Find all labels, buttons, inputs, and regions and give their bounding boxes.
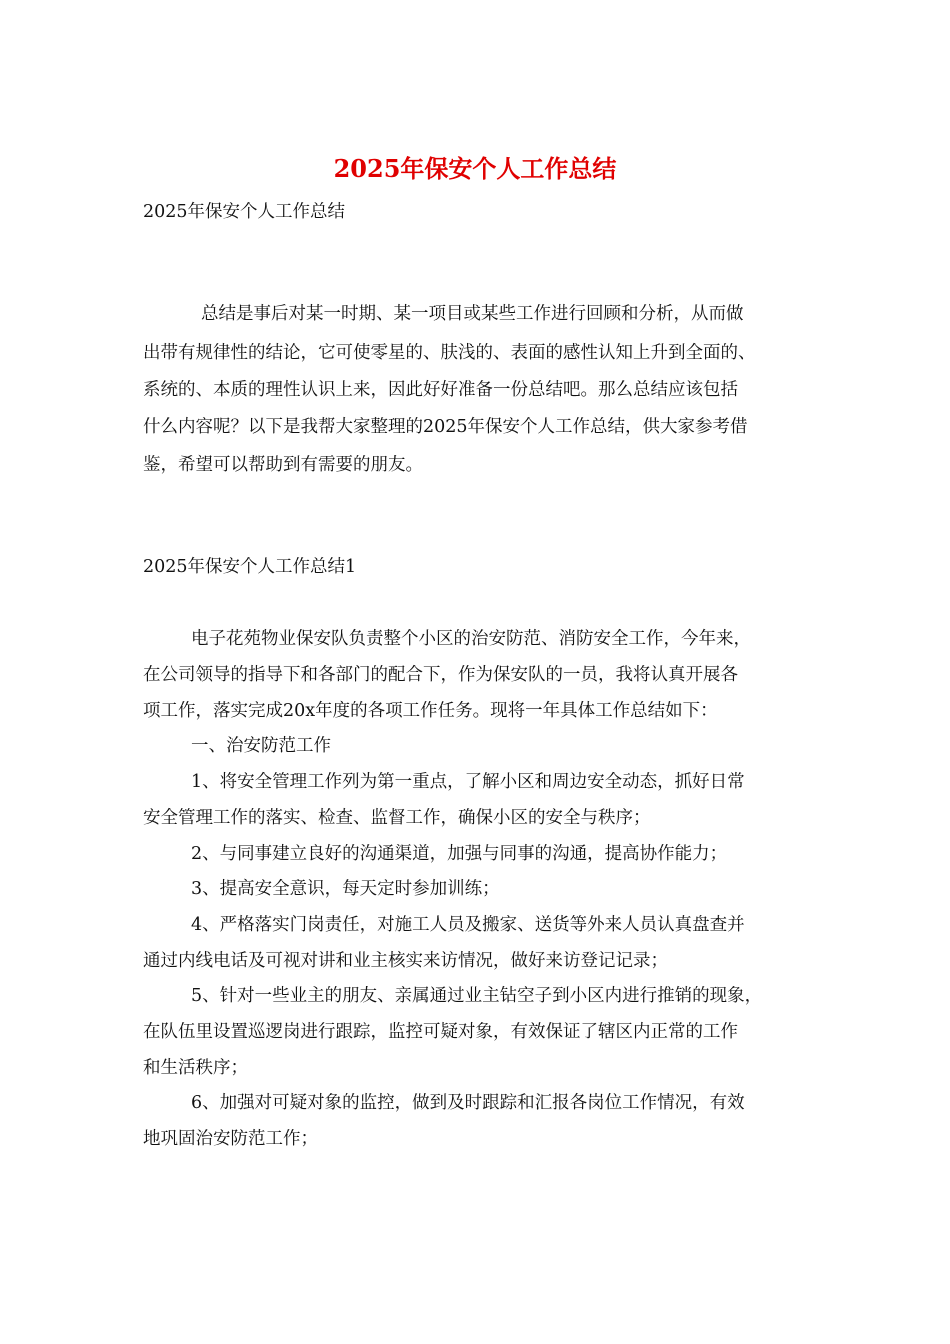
body-line: 4、严格落实门岗责任，对施工人员及搬家、送货等外来人员认真盘查并 — [191, 915, 745, 935]
body-line: 和生活秩序； — [143, 1058, 248, 1078]
body-line: 5、针对一些业主的朋友、亲属通过业主钻空子到小区内进行推销的现象， — [191, 986, 763, 1006]
intro-line: 鉴，希望可以帮助到有需要的朋友。 — [143, 455, 423, 475]
body-line: 在队伍里设置巡逻岗进行跟踪，监控可疑对象，有效保证了辖区内正常的工作 — [143, 1022, 738, 1042]
document-subtitle: 2025年保安个人工作总结 — [143, 202, 346, 222]
body-line: 6、加强对可疑对象的监控，做到及时跟踪和汇报各岗位工作情况，有效 — [191, 1093, 745, 1113]
body-line: 项工作，落实完成20x年度的各项工作任务。现将一年具体工作总结如下： — [143, 701, 718, 721]
intro-line: 出带有规律性的结论，它可使零星的、肤浅的、表面的感性认知上升到全面的、 — [143, 343, 756, 363]
section-heading: 2025年保安个人工作总结1 — [143, 557, 357, 577]
body-line: 在公司领导的指导下和各部门的配合下，作为保安队的一员，我将认真开展各 — [143, 665, 738, 685]
body-line: 3、提高安全意识，每天定时参加训练； — [191, 879, 500, 899]
intro-line: 系统的、本质的理性认识上来，因此好好准备一份总结吧。那么总结应该包括 — [143, 380, 738, 400]
intro-line: 什么内容呢？以下是我帮大家整理的2025年保安个人工作总结，供大家参考借 — [143, 417, 748, 437]
subsection-heading: 一、治安防范工作 — [191, 736, 331, 756]
body-line: 1、将安全管理工作列为第一重点，了解小区和周边安全动态，抓好日常 — [191, 772, 745, 792]
body-line: 地巩固治安防范工作； — [143, 1129, 318, 1149]
body-line: 2、与同事建立良好的沟通渠道，加强与同事的沟通，提高协作能力； — [191, 844, 728, 864]
intro-line: 总结是事后对某一时期、某一项目或某些工作进行回顾和分析，从而做 — [201, 304, 744, 324]
body-line: 安全管理工作的落实、检查、监督工作，确保小区的安全与秩序； — [143, 808, 651, 828]
body-line: 电子花苑物业保安队负责整个小区的治安防范、消防安全工作，今年来， — [191, 629, 751, 649]
body-line: 通过内线电话及可视对讲和业主核实来访情况，做好来访登记记录； — [143, 951, 668, 971]
document-title: 2025年保安个人工作总结 — [333, 154, 617, 183]
